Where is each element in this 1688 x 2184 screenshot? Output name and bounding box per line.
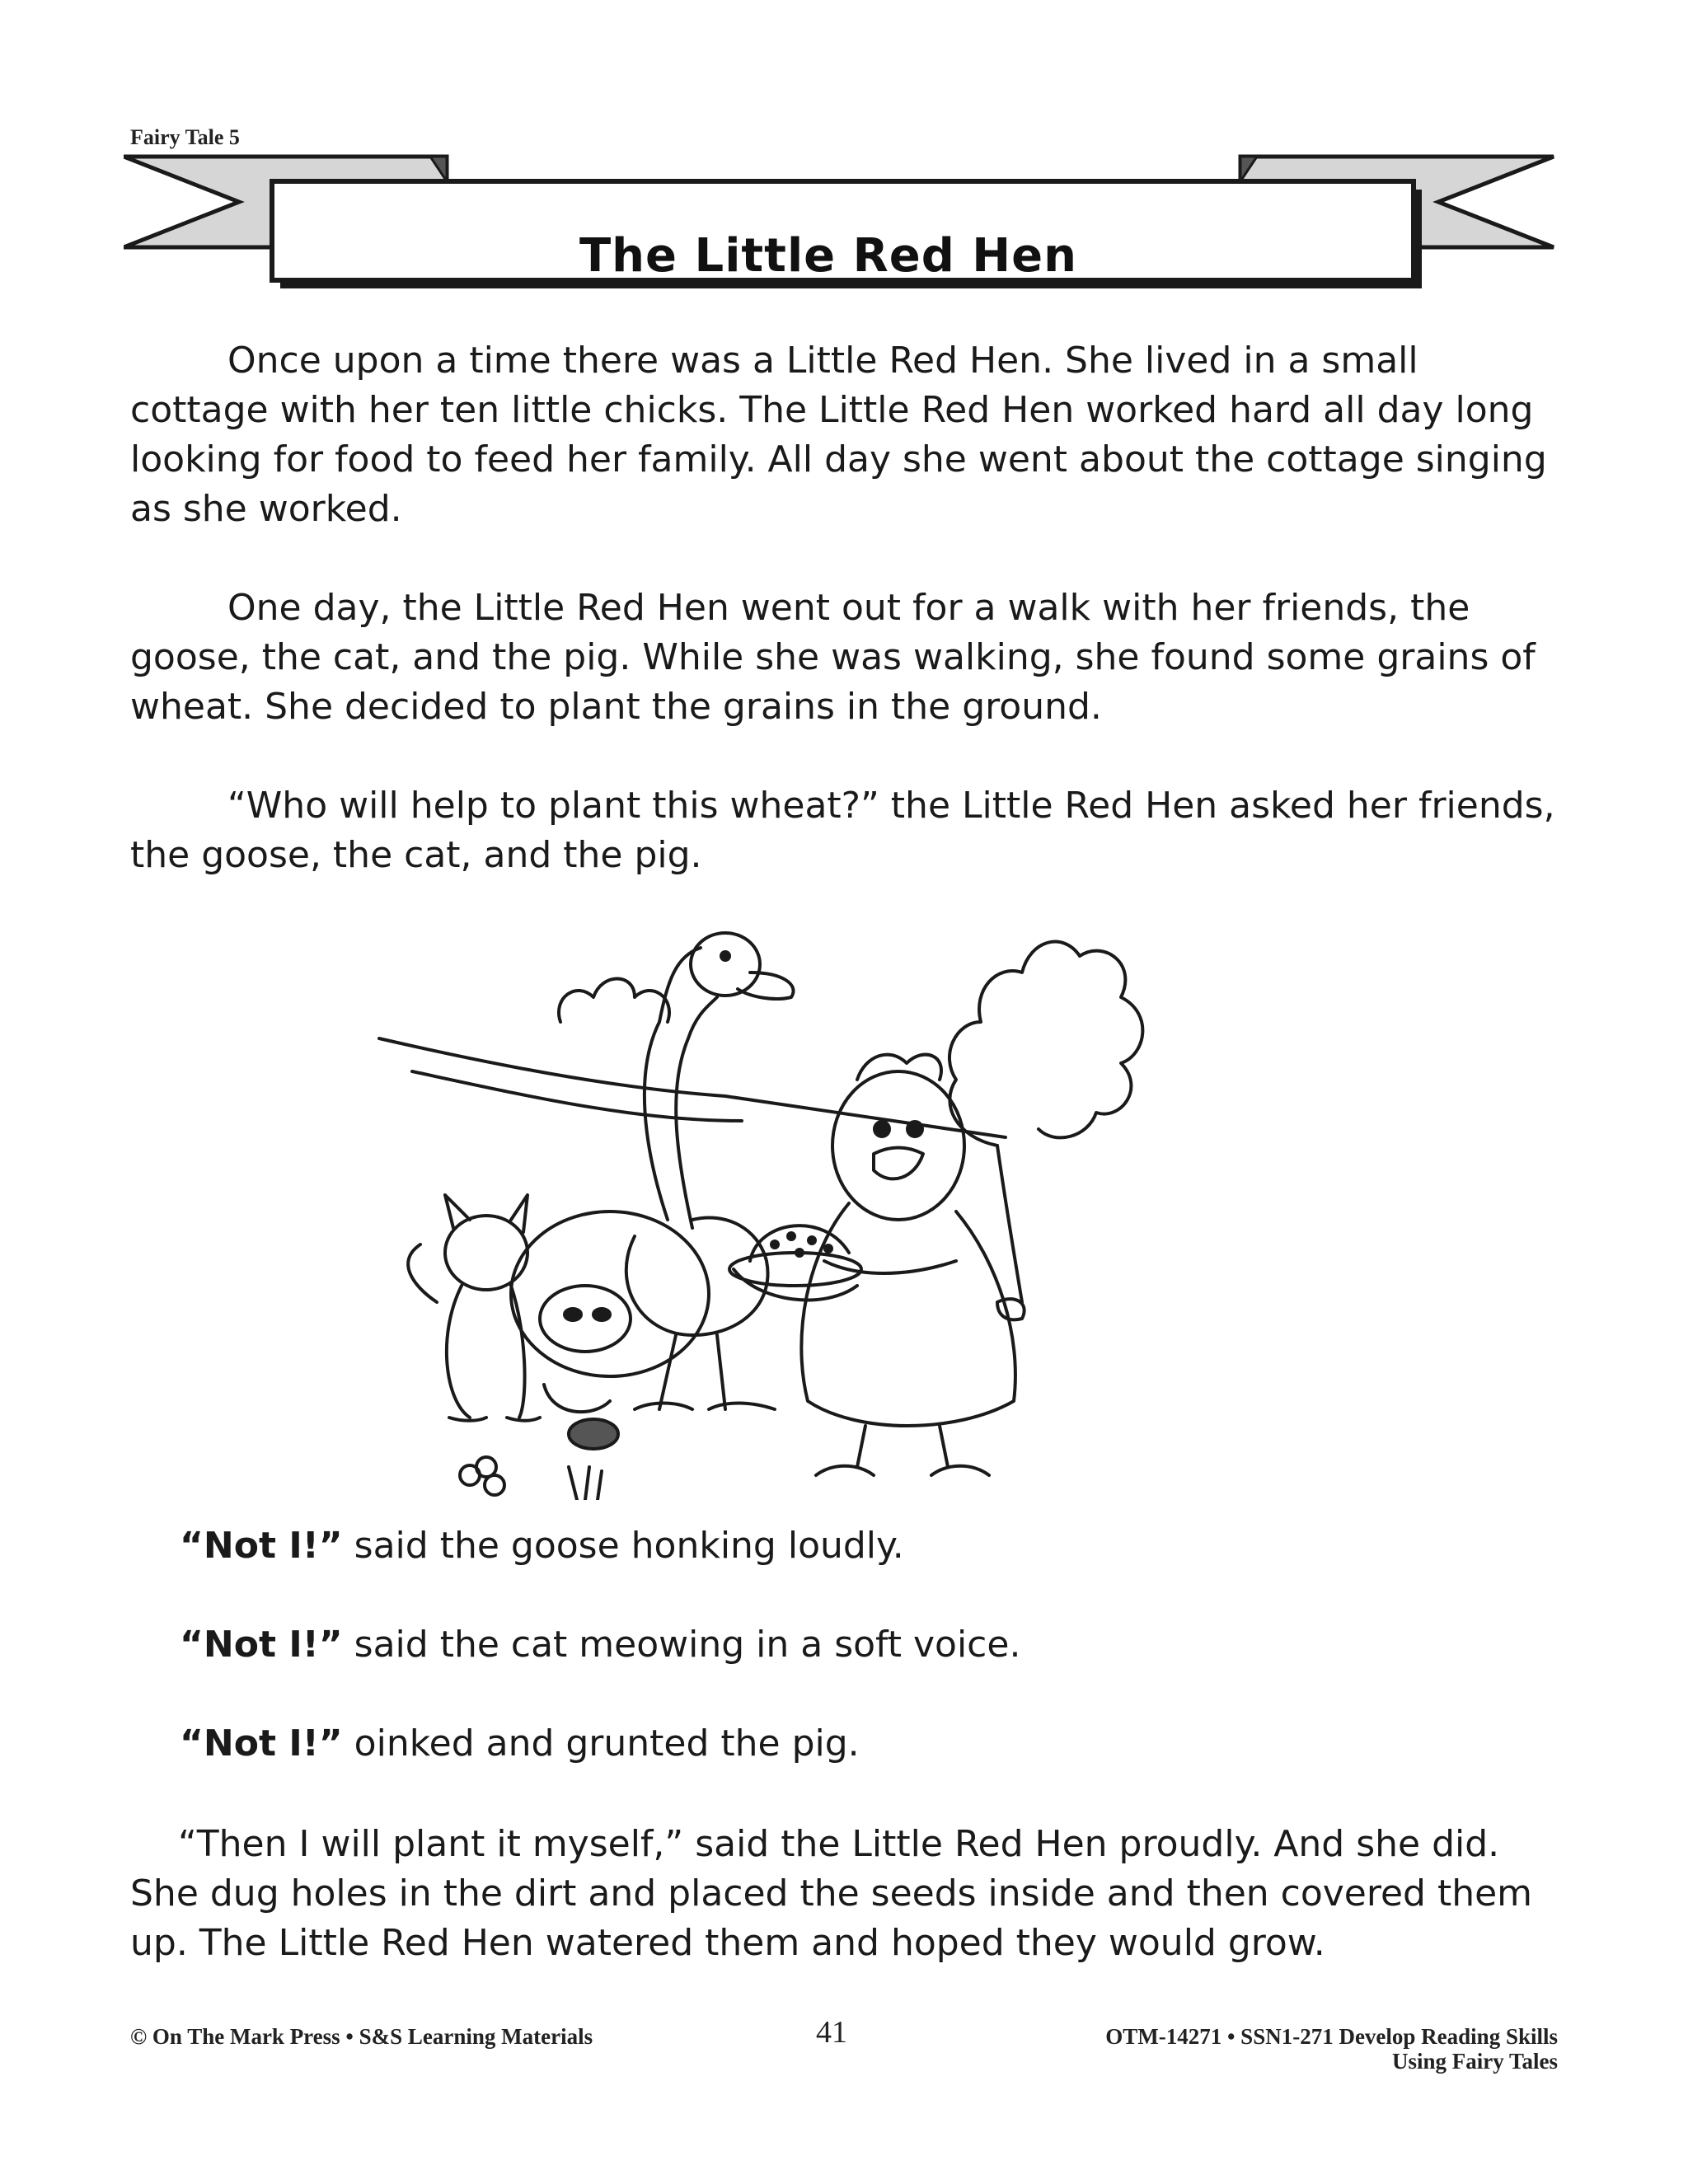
footer-publisher: © On The Mark Press • S&S Learning Materials [130,2024,593,2049]
story-paragraph-2: One day, the Little Red Hen went out for a walk with her friends, the goose, the cat, and the pig. While she was walking, she found some grains of wheat. She decided to plant the grains in the ground. [130,587,1536,728]
story-paragraph-4: “Then I will plant it myself,” said the Little Red Hen proudly. And she did. She dug holes in the dirt and placed the seeds inside and then covered them up. The Little Red Hen watered them and hoped they would grow. [130,1823,1533,1964]
hen-and-friends-drawing [363,874,1170,1500]
dialogue-goose: “Not I!” said the goose honking loudly. [180,1525,904,1567]
story-paragraph-3: “Who will help to plant this wheat?” the Little Red Hen asked her friends, the goose, the cat, and the pig. [130,785,1555,876]
page-number: 41 [816,2015,847,2050]
story-illustration [363,874,1170,1500]
dialogue-cat: “Not I!” said the cat meowing in a soft voice. [180,1624,1021,1666]
page-title: The Little Red Hen [579,228,1078,283]
story-paragraph-1: Once upon a time there was a Little Red Hen. She lived in a small cottage with her ten little chicks. The Little Red Hen worked hard all day long looking for food to feed her family. All day she went about the cottage singing as she worked. [130,340,1547,530]
dialogue-pig: “Not I!” oinked and grunted the pig. [180,1722,860,1765]
footer-product [1105,2024,1558,2074]
footer-product-line-2: Using Fairy Tales [1391,2049,1558,2074]
series-label: Fairy Tale 5 [130,125,240,149]
title-banner [124,148,1562,297]
footer-product-line-1: OTM-14271 • SSN1-271 Develop Reading Skills [1105,2024,1558,2049]
